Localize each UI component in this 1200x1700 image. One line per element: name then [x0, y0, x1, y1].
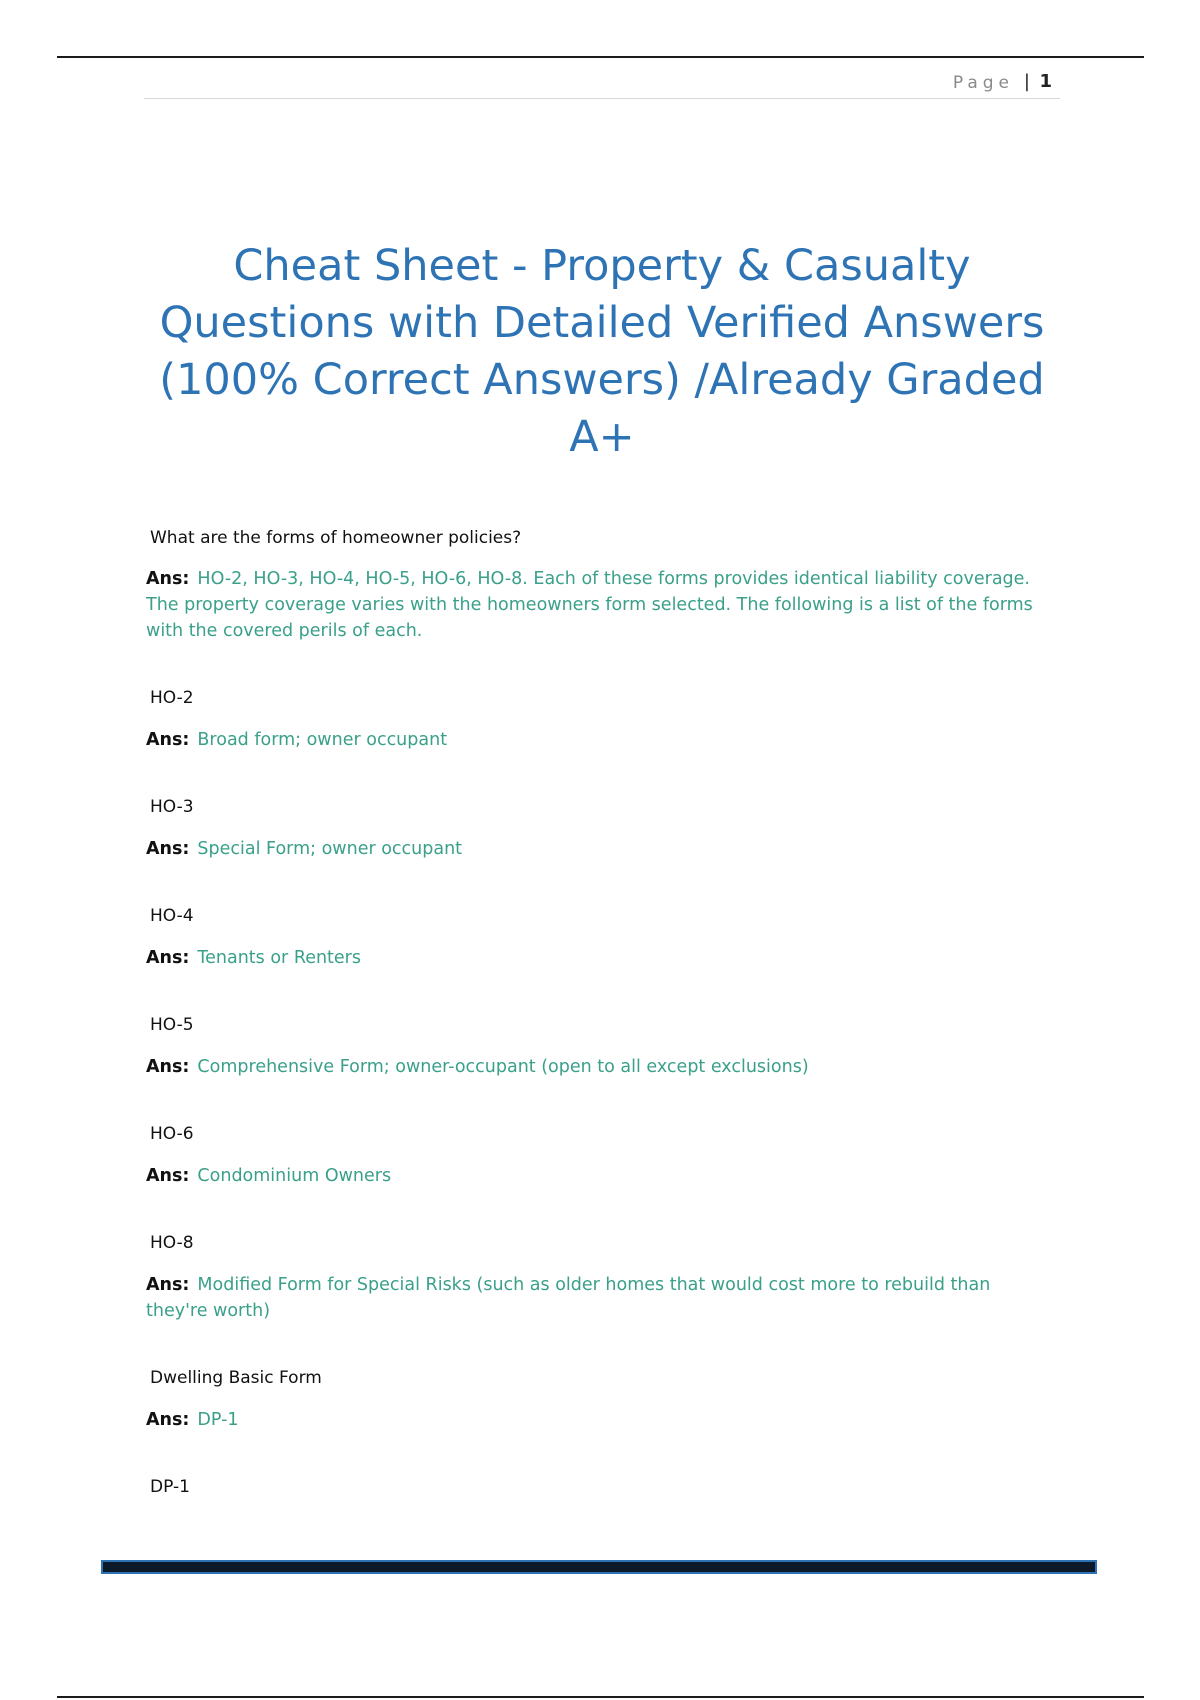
qa-item — [146, 526, 1052, 644]
answer-text: Special Form; owner occupant — [197, 839, 463, 859]
question: HO-4 — [150, 906, 194, 926]
question: DP-1 — [150, 1477, 190, 1497]
qa-item — [146, 904, 1052, 971]
footer-bar — [101, 1560, 1097, 1574]
question: HO-5 — [150, 1015, 194, 1035]
qa-item — [146, 1013, 1052, 1080]
answer — [146, 836, 1052, 862]
answer-label: Ans: — [146, 1410, 190, 1430]
answer-label: Ans: — [146, 839, 190, 859]
answer-text: DP-1 — [197, 1410, 239, 1430]
answer-text: Condominium Owners — [197, 1166, 392, 1186]
answer-text: HO-2, HO-3, HO-4, HO-5, HO-6, HO-8. Each of these forms provides identical liability coverage. The property coverage varies with the homeowners form selected. The following is a list of the forms with the covered perils of each. — [146, 569, 1033, 641]
answer-label: Ans: — [146, 1166, 190, 1186]
page-label: Page — [952, 73, 1014, 93]
qa-item — [146, 1475, 1052, 1499]
page-number: 1 — [1039, 71, 1052, 92]
answer — [146, 727, 1052, 753]
answer-text: Tenants or Renters — [197, 948, 361, 968]
qa-item — [146, 1366, 1052, 1433]
question: HO-2 — [150, 688, 194, 708]
answer-label: Ans: — [146, 948, 190, 968]
qa-item — [146, 1231, 1052, 1324]
answer-label: Ans: — [146, 569, 190, 589]
qa-item — [146, 795, 1052, 862]
answer-label: Ans: — [146, 1057, 190, 1077]
answer-label: Ans: — [146, 730, 190, 750]
answer — [146, 566, 1052, 644]
question: Dwelling Basic Form — [150, 1368, 322, 1388]
page-top-rule — [57, 56, 1144, 58]
qa-item — [146, 686, 1052, 753]
question: HO-6 — [150, 1124, 194, 1144]
question: HO-8 — [150, 1233, 194, 1253]
page-bottom-rule — [57, 1696, 1144, 1698]
qa-item — [146, 1122, 1052, 1189]
answer — [146, 1272, 1052, 1324]
answer-label: Ans: — [146, 1275, 190, 1295]
answer — [146, 1054, 1052, 1080]
document-title: Cheat Sheet - Property & Casualty Questions with Detailed Verified Answers (100% Correct Answers) /Already Graded A+ — [159, 241, 1045, 462]
answer — [146, 945, 1052, 971]
answer-text: Comprehensive Form; owner-occupant (open to all except exclusions) — [197, 1057, 809, 1077]
page-header — [144, 68, 1060, 99]
answer — [146, 1407, 1052, 1433]
page-separator: | — [1023, 71, 1030, 92]
answer-text: Broad form; owner occupant — [197, 730, 448, 750]
answer — [146, 1163, 1052, 1189]
qa-list — [146, 526, 1052, 1516]
question: What are the forms of homeowner policies? — [150, 528, 522, 548]
answer-text: Modified Form for Special Risks (such as older homes that would cost more to rebuild than they're worth) — [146, 1275, 991, 1321]
question: HO-3 — [150, 797, 194, 817]
